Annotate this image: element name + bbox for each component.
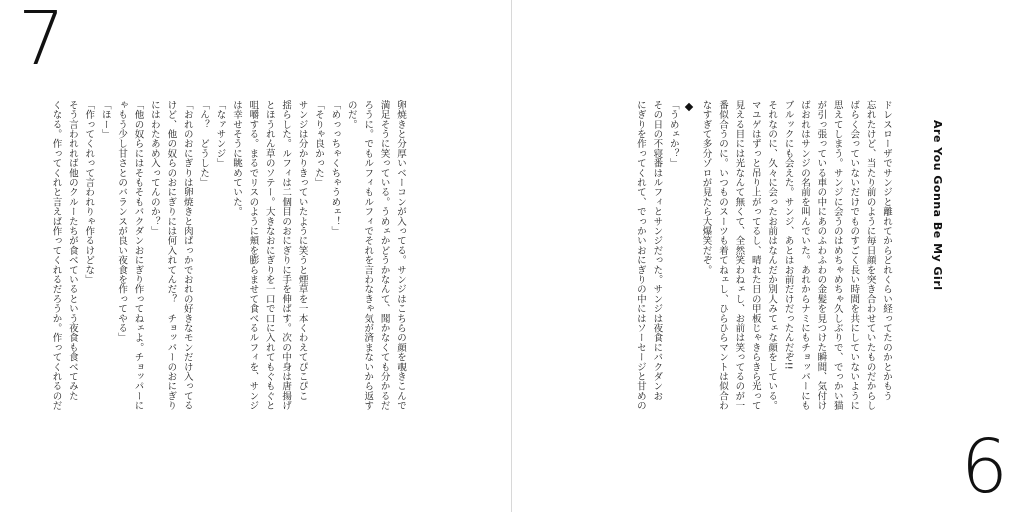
section-break-diamond	[681, 100, 697, 440]
text-line: 「ほー」	[99, 100, 111, 139]
text-line: なすぎて多分ゾロが見たら大爆笑だぞ。	[700, 100, 712, 275]
text-line: 「なァサンジ」	[214, 100, 226, 168]
text-line: 咀嚼する。まるでリスのように頬を膨らませて食べるルフィを、サンジ	[247, 100, 259, 411]
text-line: が引っ張っている車の中にあのふわふわの金髪を見つけた瞬間、気付け	[815, 100, 827, 411]
text-line: ゃもう少し甘さとのバランスが良い夜食を作ってやる」	[116, 100, 128, 343]
chapter-title: Are You Gonna Be My Girl	[931, 120, 944, 291]
text-line: ドレスローザでサンジと離れてからどれくらい経ってたのかとかもう	[881, 100, 892, 401]
text-line: 卵焼きと分厚いベーコンが入ってる。サンジはこちらの顔を覗きこんで	[395, 100, 406, 411]
text-line: 「おれのおにぎりは卵焼きと肉ばっかでおれの好きなモンだけ入ってる	[181, 100, 193, 411]
text-line: は幸せそうに眺めていた。	[230, 100, 242, 217]
text-line: 「うめェか？」	[667, 100, 679, 168]
text-line: 忘れたけど、当たり前のように毎日顔を突き合わせていたものだからし	[864, 100, 876, 411]
text-line: くなる。作ってくれと言えば作ってくれるだろうか。作ってくれるのだ	[50, 100, 62, 411]
text-line: ブルックにも会えた。サンジ、あとはお前だけだったんだぞ!!	[782, 100, 794, 370]
text-line: 思えてしまう。サンジに会うのはめちゃめちゃ久しぶりで、でっかい猫	[831, 100, 843, 411]
text-line: 「ん？ どうした」	[198, 100, 210, 188]
text-line: とほうれん草のソテー。大きなおにぎりを一口で口に入れてもぐもぐと	[263, 100, 275, 411]
left-page-number: 7	[18, 0, 66, 82]
text-line: 見える目には光なんて無くて、全然笑わねェし、お前は笑ってるのが一	[733, 100, 745, 411]
diamond-icon	[685, 103, 693, 111]
text-line: にぎりを作ってくれて、でっかいおにぎりの中にはソーセージと甘めの	[634, 100, 646, 411]
text-line: にはわたあめ入ってんのか？」	[148, 100, 160, 236]
right-page-number: 6	[960, 424, 1008, 510]
text-line: 「他の奴らにはそもそもバクダンおにぎり作ってねェよ。チョッパーに	[132, 100, 144, 411]
text-line: 「めっっちゃくちゃうめェ！」	[329, 100, 341, 236]
text-line: それなのに、久々に会ったお前はなんだか別人みてェな顔をしている。	[766, 100, 778, 411]
text-line: その日の不寝番はルフィとサンジだった。サンジは夜食にバクダンお	[651, 100, 663, 401]
text-line: そう言われれば他のクルーたちが食べているという夜食も食べてみた	[66, 100, 78, 401]
right-page-body	[554, 100, 894, 440]
text-line: 満足そうに笑っている。うめェかどうかなんて、聞かなくても分かるだ	[378, 100, 390, 411]
text-line: 「そりゃ良かった」	[312, 100, 324, 188]
right-page	[512, 0, 1024, 512]
text-line: 揺らした。ルフィは二個目のおにぎりに手を伸ばす。次の中身は唐揚げ	[280, 100, 292, 411]
left-page-body	[50, 100, 408, 440]
text-line: ばおれはサンジの名前を叫んでいた。あれからナミにもチョッパーにも	[798, 100, 810, 411]
text-line: 番似合うのに。いつものスーツも着てねェし、ひらひらマントは似合わ	[716, 100, 728, 411]
text-line: ろうに。でもルフィもルフィでそれを言わなきゃ気が済まないから返す	[362, 100, 374, 411]
text-line: マユゲはずっと吊り上がってるし、晴れた日の甲板じゃきらきら光って	[749, 100, 761, 411]
text-line: 「作ってくれって言われりゃ作るけどな」	[83, 100, 95, 285]
text-line: ばらく会っていないだけでものすごく長い時間を共にしていないように	[848, 100, 860, 411]
text-line: サンジは分かりきっていたように笑うと煙草を一本くわえてぴこぴこ	[296, 100, 308, 401]
text-line: のだ。	[345, 100, 357, 130]
text-line: けど、他の奴らのおにぎりには何入れてんだ？ チョッパーのおにぎり	[165, 100, 177, 411]
